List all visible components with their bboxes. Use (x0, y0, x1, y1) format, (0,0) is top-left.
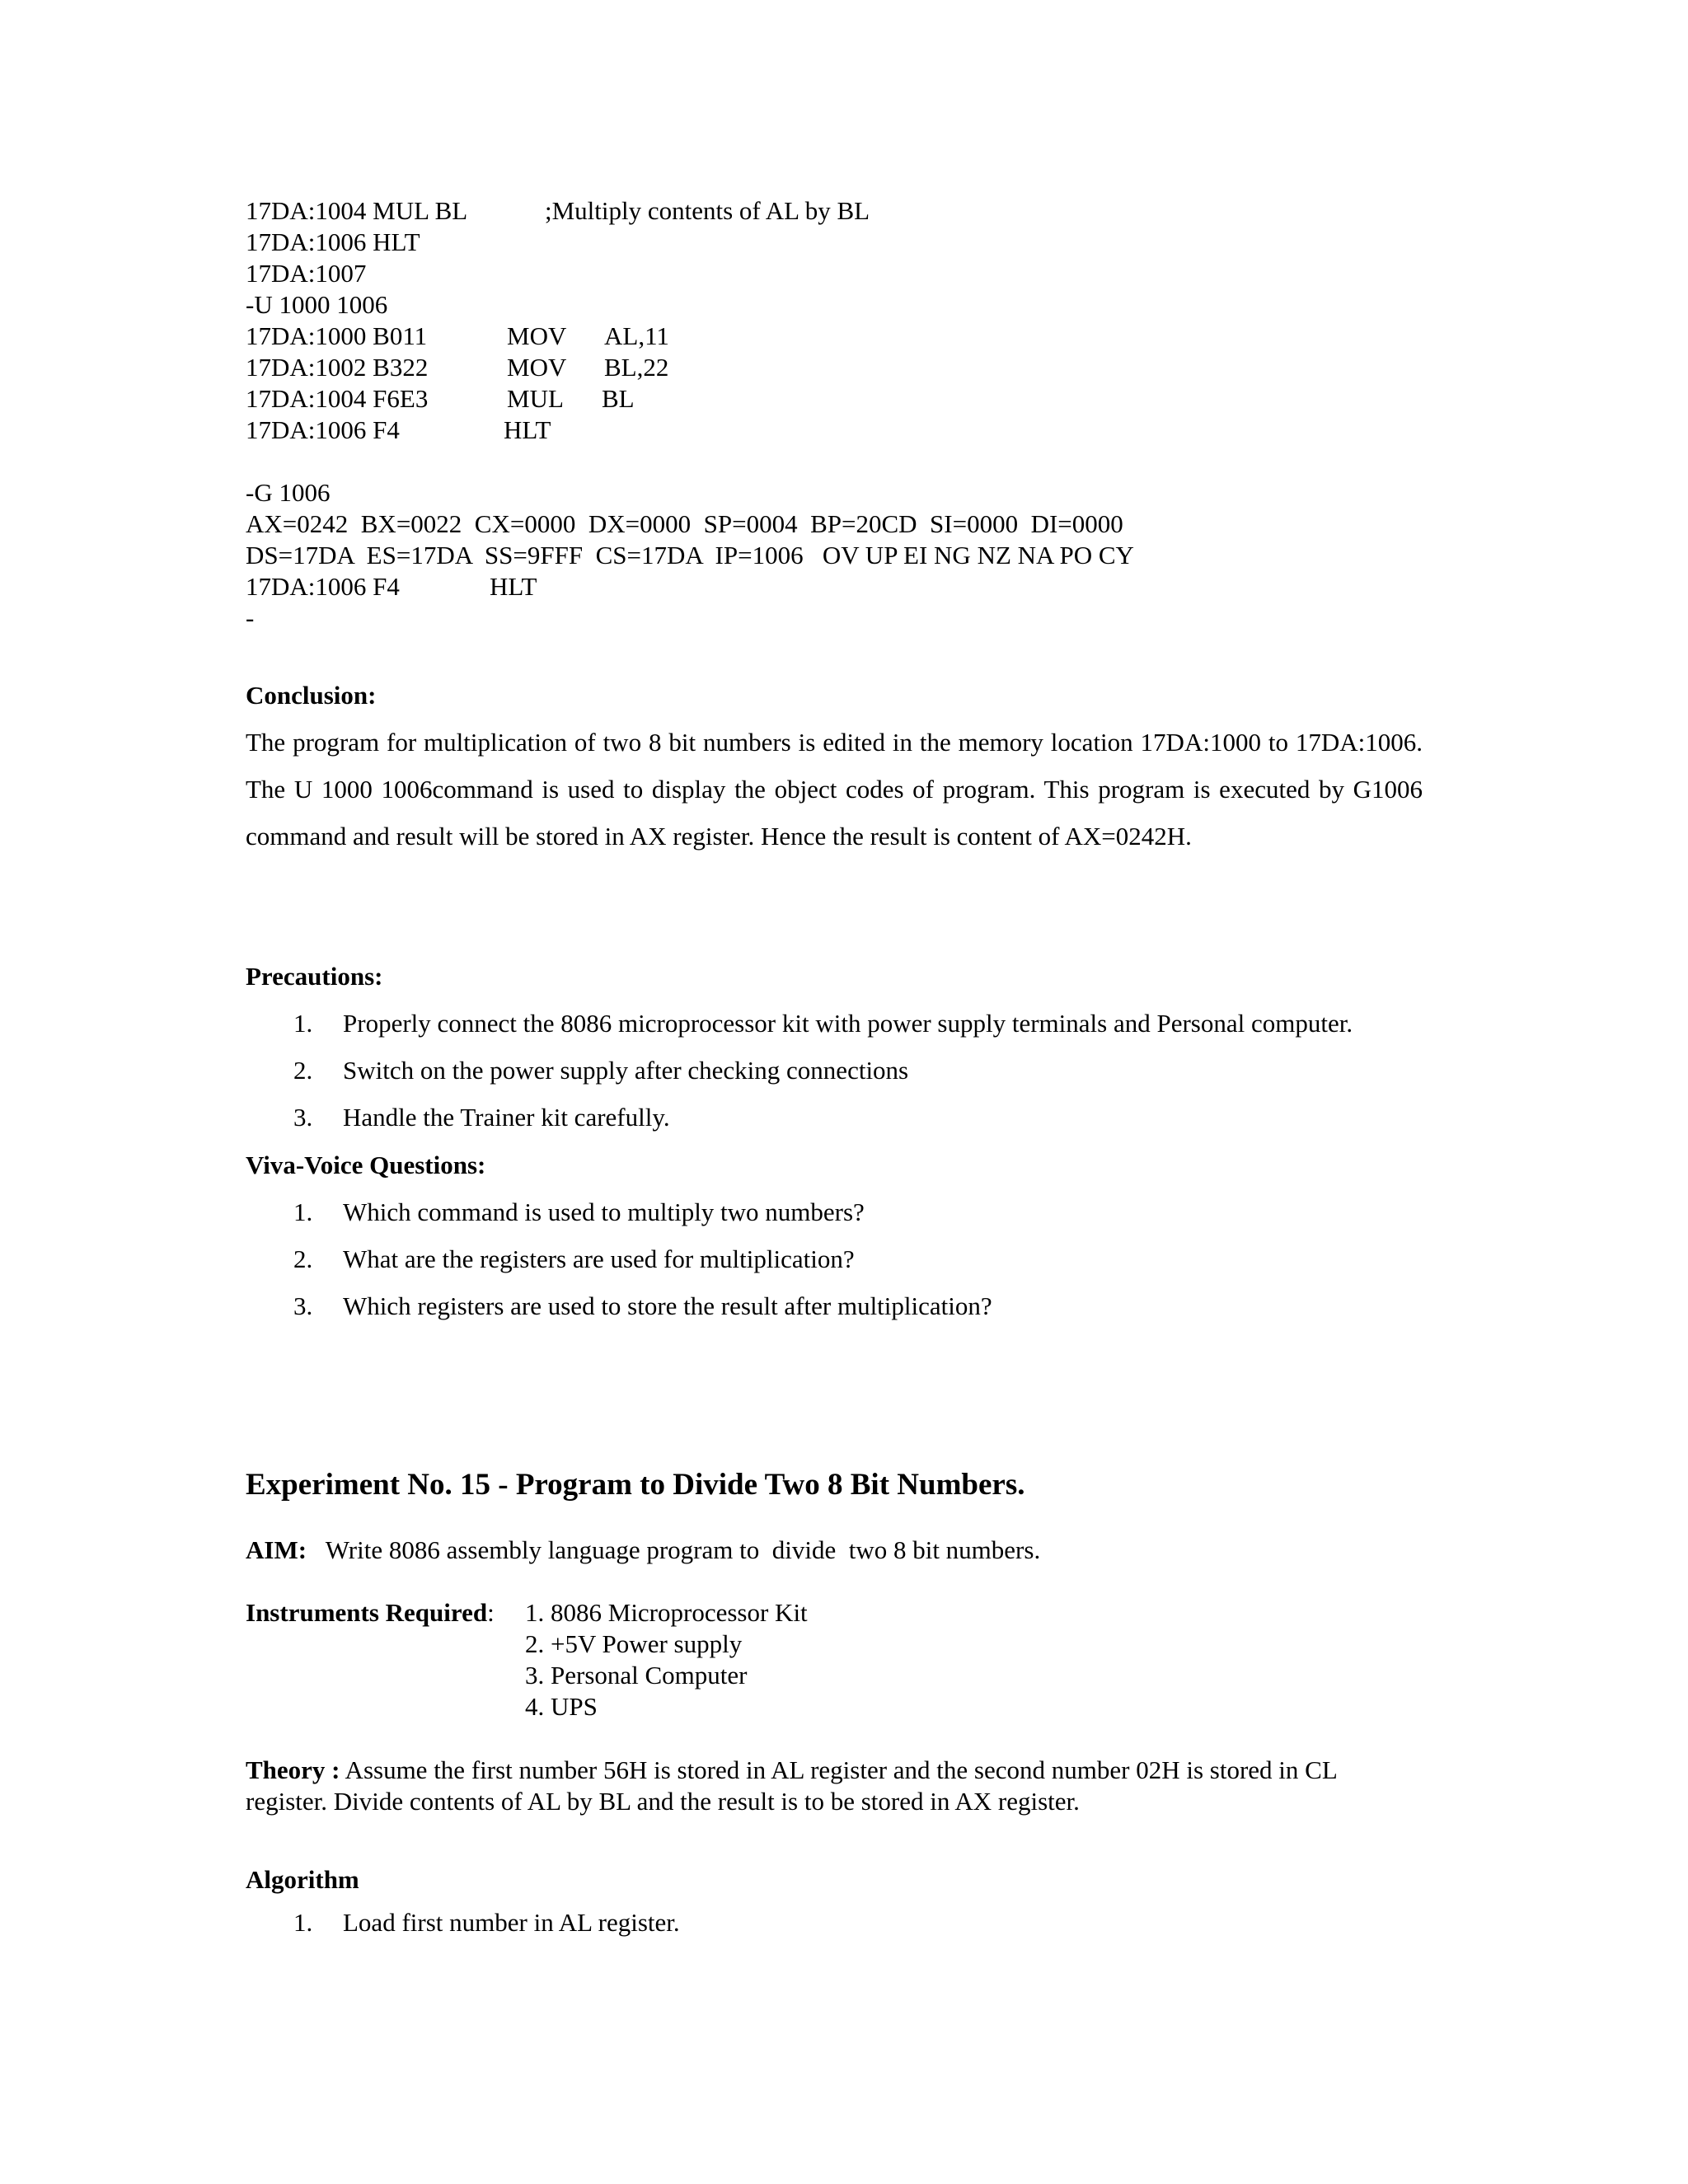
viva-heading: Viva-Voice Questions: (246, 1151, 486, 1179)
theory-line-2: register. Divide contents of AL by BL and the result is to be stored in AX register. (246, 1787, 1080, 1816)
aim-text: Write 8086 assembly language program to divide two 8 bit numbers. (325, 1535, 1041, 1564)
list-item-text: Properly connect the 8086 microprocessor kit with power supply terminals and Personal computer. (343, 1009, 1353, 1038)
code-line-address: 17DA:1004 F6E3 (246, 384, 429, 413)
list-item-number: 1. (293, 1009, 313, 1038)
theory-line-1 (246, 1755, 1338, 1786)
instrument-item: 3. Personal Computer (525, 1661, 748, 1690)
list-item-number: 2. (293, 1244, 313, 1273)
code-line-address: -U 1000 1006 (246, 290, 388, 319)
code-line-operand: BL,22 (604, 353, 669, 382)
register-dump-line-2: DS=17DA ES=17DA SS=9FFF CS=17DA IP=1006 OV UP EI NG NZ NA PO CY (246, 541, 1134, 569)
list-item-text: What are the registers are used for multiplication? (343, 1244, 855, 1273)
list-item-number: 3. (293, 1291, 313, 1320)
experiment-title: Experiment No. 15 - Program to Divide Two 8 Bit Numbers. (246, 1468, 1025, 1502)
list-item-text: Which command is used to multiply two numbers? (343, 1197, 865, 1226)
list-item-text: Handle the Trainer kit carefully. (343, 1103, 670, 1132)
instrument-item: 1. 8086 Microprocessor Kit (525, 1598, 808, 1627)
list-item-number: 2. (293, 1056, 313, 1085)
aim-label: AIM: (246, 1535, 307, 1564)
list-item-text: Which registers are used to store the result after multiplication? (343, 1291, 992, 1320)
code-line-operand: AL,11 (604, 321, 669, 350)
instruments-label-line (246, 1597, 495, 1629)
aim-line (246, 1535, 1040, 1566)
code-line-address: 17DA:1006 F4 (246, 572, 400, 601)
code-line-comment: ;Multiply contents of AL by BL (545, 196, 870, 225)
code-line-address: 17DA:1004 MUL BL (246, 196, 468, 225)
theory-label: Theory : (246, 1755, 340, 1784)
precautions-heading: Precautions: (246, 962, 383, 991)
code-line-address: 17DA:1007 (246, 259, 367, 288)
code-line-address: 17DA:1002 B322 (246, 353, 429, 382)
list-item-number: 1. (293, 1908, 313, 1937)
code-line-mnemonic: MOV (507, 321, 567, 350)
list-item-number: 1. (293, 1197, 313, 1226)
debug-prompt: - (246, 603, 255, 632)
code-line-mnemonic: MOV (507, 353, 567, 382)
instruments-label: Instruments Required (246, 1598, 488, 1627)
list-item-text: Switch on the power supply after checking connections (343, 1056, 909, 1085)
register-dump-line-1: AX=0242 BX=0022 CX=0000 DX=0000 SP=0004 BP=20CD SI=0000 DI=0000 (246, 509, 1123, 538)
code-line-address: 17DA:1006 F4 (246, 415, 400, 444)
code-line-mnemonic: HLT (490, 572, 537, 601)
conclusion-heading: Conclusion: (246, 681, 377, 710)
list-item-number: 3. (293, 1103, 313, 1132)
code-line-mnemonic: HLT (504, 415, 551, 444)
code-line-operand: BL (602, 384, 635, 413)
instruments-colon: : (487, 1598, 495, 1627)
theory-text: Assume the first number 56H is stored in AL register and the second number 02H is stored in CL (340, 1755, 1338, 1784)
code-line-address: 17DA:1006 HLT (246, 227, 420, 256)
code-line-address: 17DA:1000 B011 (246, 321, 428, 350)
algorithm-heading: Algorithm (246, 1865, 359, 1894)
code-line-mnemonic: MUL (507, 384, 564, 413)
instrument-item: 4. UPS (525, 1692, 598, 1721)
instrument-item: 2. +5V Power supply (525, 1629, 743, 1658)
go-command: -G 1006 (246, 478, 331, 507)
conclusion-paragraph: The program for multiplication of two 8 bit numbers is edited in the memory location 17DA:1000 to 17DA:1006. The U 1000 1006command is used to display the object codes of program. This program is executed by G1006 command and result will be stored in AX register. Hence the result is content of AX=0242H. (246, 728, 1423, 851)
list-item-text: Load first number in AL register. (343, 1908, 680, 1937)
